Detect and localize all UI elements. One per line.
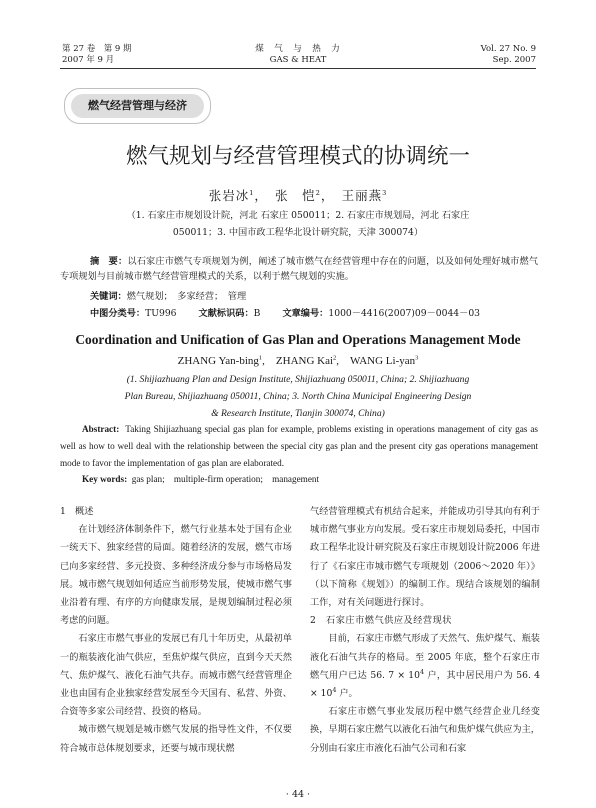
journal-volume-issue: 第 27 卷 第 9 期 2007 年 9 月: [62, 44, 132, 65]
keywords-cn: 关键词：燃气规划； 多家经营； 管理: [90, 291, 247, 302]
keywords-en: Key words: gas plan; multiple-firm operation; management: [82, 474, 320, 484]
abstract-cn-label: 摘 要：: [90, 256, 128, 267]
abstract-cn: [60, 254, 538, 284]
body-paragraph: 气经营管理模式有机结合起来，并能成功引导其向有利于城市燃气事业方向发展。受石家庄市规划局委托，中国市政工程华北设计研究院及石家庄市规划设计院2006 年进行了《石家庄市城市燃气专项规划（2006～2020 年）》（以下简称《规划》）的编制工作。现结合该规划的编制工作，对有关问题进行探讨。: [310, 506, 540, 609]
section-heading-2: 2 石家庄市燃气供应及经营现状: [310, 615, 452, 627]
authors-en: ZHANG Yan-bing$^1$, ZHANG Kai$^2$, WANG Li-yan$^3$: [177, 354, 419, 367]
section-tag-label: 燃气经营管理与经济: [71, 94, 204, 118]
abstract-en: [60, 421, 538, 472]
classification-meta-cn: 中图分类号：TU996 文献标识码：B 文章编号：1000－4416(2007)09－0044－03: [90, 308, 481, 319]
body-right-column: [310, 503, 540, 758]
paper-title-cn: 燃气规划与经营管理模式的协调统一: [125, 144, 470, 169]
journal-name: 煤 气 与 热 力 GAS & HEAT: [255, 44, 341, 65]
page-number: · 44 ·: [285, 789, 311, 800]
paper-title-en: Coordination and Unification of Gas Plan and Operations Management Mode: [75, 332, 521, 347]
abstract-en-text: Taking Shijiazhuang special gas plan for example, problems existing in operations management of city gas as well as how to well deal with the relationship between the special city gas plan and the present city gas operations management mode to favor the implementation of gas plan are elaborated.: [60, 424, 538, 468]
body-paragraph: 石家庄市燃气事业的发展已有几十年历史，从最初单一的瓶装液化油气供应，至焦炉煤气供应，直到今天天然气、焦炉煤气、液化石油气共存。而城市燃气经营管理企业也由国有企业独家经营发展至今天国有、私营、外资、合资等多家公司经营、投资的格局。: [60, 633, 292, 718]
body-left-column: [60, 503, 292, 758]
section-heading-1: 1 概述: [60, 506, 94, 517]
abstract-cn-text: 以石家庄市燃气专项规划为例，阐述了城市燃气在经营管理中存在的问题，以及如何处理好城市燃气专项规划与目前城市燃气经营管理模式的关系，以利于燃气规划的实施。: [60, 256, 539, 282]
body-paragraph: 石家庄市燃气事业发展历程中燃气经营企业几经变换，早期石家庄燃气以液化石油气和焦炉煤气供应为主，分别由石家庄市液化石油气公司和石家: [310, 706, 540, 754]
body-paragraph: 目前，石家庄市燃气形成了天然气、焦炉煤气、瓶装液化石油气共存的格局。至 2005 年底，整个石家庄市燃气用户已达 56. $7 \times 10^4$ 户，其中居民用户为 56. $4 \times 10^4$ 户。: [310, 633, 540, 700]
body-paragraph: 在计划经济体制条件下，燃气行业基本处于国有企业一统天下、独家经营的局面。随着经济的发展，燃气市场已向多家经营、多元投资、多种经济成分参与市场格局发展。城市燃气规划如何适应当前形势发展，使城市燃气事业沿着有理、有序的方向健康发展，是规划编制过程必须考虑的问题。: [60, 524, 292, 627]
authors-cn: 张岩冰$^1$， 张 恺$^2$， 王丽燕$^3$: [208, 188, 388, 203]
affiliations-en: (1. Shijiazhuang Plan and Design Institute, Shijiazhuang 050011, China; 2. Shijiazhuang Plan Bureau, Shijiazhuang 050011, China; 3. North China Municipal Engineering Design & Research Institute, Tianjin 300074, China): [124, 374, 472, 419]
body-paragraph: 城市燃气规划是城市燃气发展的指导性文件，不仅要符合城市总体规划要求，还要与城市现状燃: [60, 724, 292, 754]
header-rule: [60, 68, 536, 69]
section-tag: [64, 88, 211, 124]
affiliations-cn: （1. 石家庄市规划设计院，河北 石家庄 050011；2. 石家庄市规划局，河北 石家庄 050011；3. 中国市政工程华北设计研究院，天津 300074）: [126, 210, 470, 238]
journal-volume-en: Vol. 27 No. 9 Sep. 2007: [480, 44, 536, 65]
abstract-en-label: Abstract:: [82, 424, 120, 434]
